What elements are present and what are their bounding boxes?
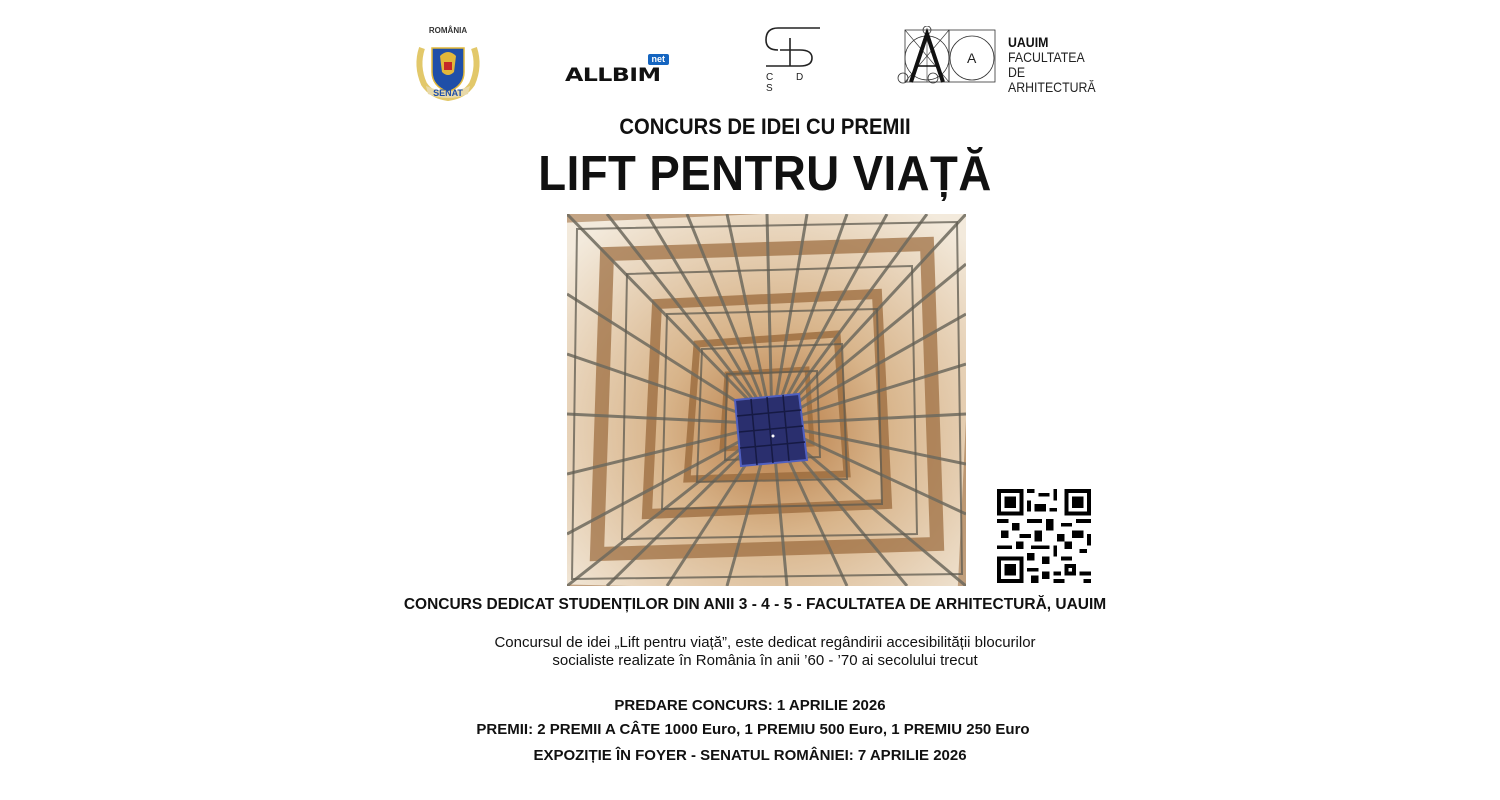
description-line-1: Concursul de idei „Lift pentru viață”, este dedicat regândirii accesibilității blocurilor — [494, 634, 1036, 651]
uauim-line2: FACULTATEA DE — [1008, 49, 1084, 80]
allbim-net-badge: net — [648, 54, 670, 65]
senat-bottom-text: SENAT — [433, 88, 463, 98]
eligibility-text: CONCURS DEDICAT STUDENȚILOR DIN ANII 3 - 4 - 5 - FACULTATEA DE ARHITECTURĂ, UAUIM — [403, 596, 1107, 613]
cds-letters: C D S — [766, 72, 814, 94]
uauim-text — [1008, 35, 1096, 95]
description-line-2: socialiste realizate în România în anii ’60 - ’70 ai secolului trecut — [552, 652, 978, 669]
qr-code[interactable] — [997, 489, 1091, 583]
deadline-text: PREDARE CONCURS: 1 APRILIE 2026 — [614, 697, 886, 714]
elevator-shaft-image-icon — [567, 214, 966, 586]
poster-title: LIFT PENTRU VIAȚĂ — [538, 147, 992, 201]
uauim-line3: ARHITECTURĂ — [1008, 79, 1096, 95]
senat-top-text: ROMÂNIA — [428, 26, 468, 35]
prizes-text: PREMII: 2 PREMII A CÂTE 1000 Euro, 1 PREMIU 500 Euro, 1 PREMIU 250 Euro — [476, 721, 1030, 738]
qr-code-icon — [997, 489, 1091, 583]
exhibition-text: EXPOZIȚIE ÎN FOYER - SENATUL ROMÂNIEI: 7 APRILIE 2026 — [533, 747, 967, 764]
cds-mark-icon — [760, 26, 824, 72]
uauim-geometric-a-icon — [895, 26, 999, 86]
description-text — [15, 634, 1500, 670]
allbim-logo — [565, 54, 671, 84]
allbim-wordmark: ALLBIM — [565, 64, 661, 86]
uauim-mark-letter: A — [967, 50, 977, 66]
poster-subtitle: CONCURS DE IDEI CU PREMII — [619, 114, 911, 139]
senat-logo — [412, 26, 484, 102]
uauim-logo — [895, 26, 1096, 95]
cds-logo — [760, 26, 824, 94]
uauim-line1: UAUIM — [1008, 34, 1049, 50]
elevator-shaft-photo — [567, 214, 966, 586]
